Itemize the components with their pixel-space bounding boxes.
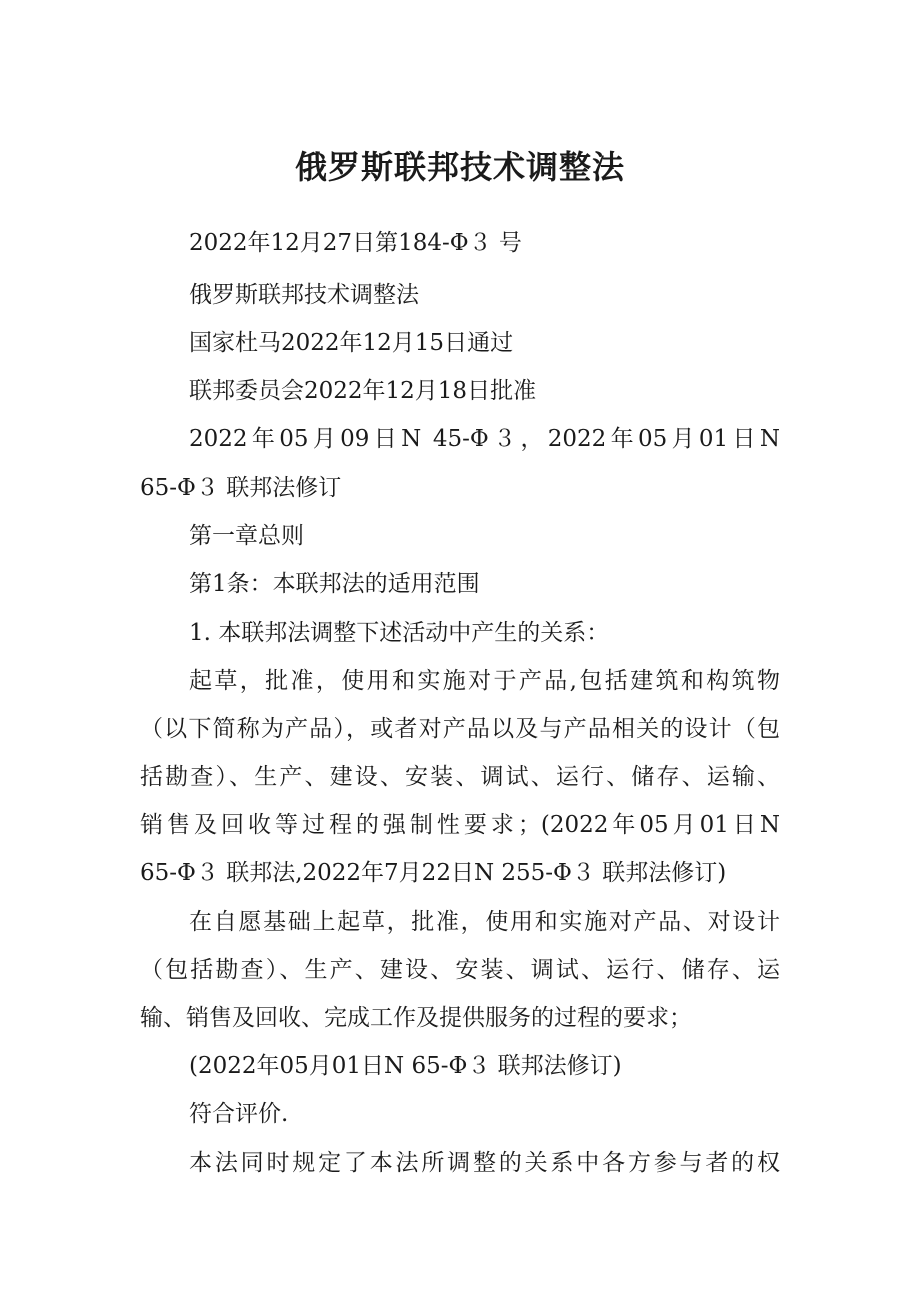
paragraph-1-line-2: （以下简称为产品），或者对产品以及与产品相关的设计（包	[140, 716, 780, 742]
law-name-line: 俄罗斯联邦技术调整法	[189, 282, 419, 308]
duma-adoption-line: 国家杜马2022年12月15日通过	[189, 330, 514, 356]
document-title: 俄罗斯联邦技术调整法	[294, 148, 625, 186]
paragraph-1-line-4: 销售及回收等过程的强制性要求；(2022年05月01日N	[140, 812, 780, 838]
article-heading: 第1条：本联邦法的适用范围	[189, 571, 480, 597]
amendment-line-2: 65-Φ３ 联邦法修订	[140, 475, 342, 501]
paragraph-2-line-3: 输、销售及回收、完成工作及提供服务的过程的要求；	[140, 1005, 692, 1031]
amendment-line-1: 2022年05月09日N 45-Φ３，2022年05月01日N	[189, 426, 780, 452]
law-number-line: 2022年12月27日第184-Φ３ 号	[189, 230, 522, 256]
paragraph-2-line-1: 在自愿基础上起草，批准，使用和实施对产品、对设计	[189, 909, 780, 935]
conformity-line: 符合评价.	[189, 1101, 289, 1127]
chapter-heading: 第一章总则	[189, 523, 304, 549]
paragraph-1-line-3: 括勘查）、生产、建设、安装、调试、运行、储存、运输、	[140, 764, 780, 790]
paragraph-1-line-1: 起草，批准，使用和实施对于产品,包括建筑和构筑物	[189, 668, 780, 694]
amendment-note: (2022年05月01日N 65-Φ３ 联邦法修订)	[189, 1053, 622, 1079]
paragraph-2-line-2: （包括勘查）、生产、建设、安装、调试、运行、储存、运	[140, 957, 780, 983]
paragraph-3-line-1: 本法同时规定了本法所调整的关系中各方参与者的权	[189, 1150, 780, 1176]
council-approval-line: 联邦委员会2022年12月18日批准	[189, 378, 537, 404]
clause-1-line: 1. 本联邦法调整下述活动中产生的关系：	[189, 620, 610, 646]
paragraph-1-line-5: 65-Φ３ 联邦法,2022年7月22日N 255-Φ３ 联邦法修订)	[140, 860, 727, 886]
